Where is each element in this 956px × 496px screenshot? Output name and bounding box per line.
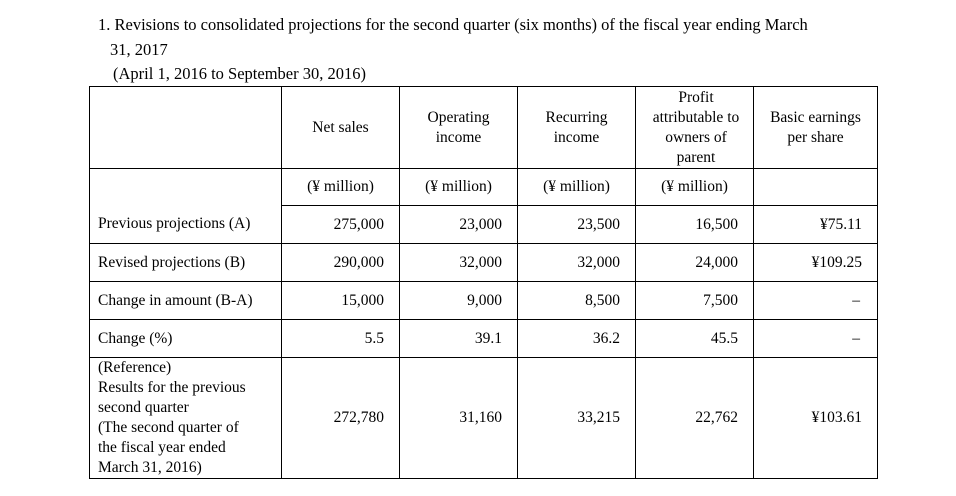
table-row [90, 206, 878, 244]
cell-value: 32,000 [518, 244, 636, 282]
cell-value: ¥75.11 [754, 206, 878, 244]
row-label-revised: Revised projections (B) [90, 244, 282, 282]
unit-basic-eps [754, 169, 878, 206]
table-row [90, 358, 878, 479]
reference-line: March 31, 2016) [98, 459, 202, 476]
cell-value [754, 282, 878, 320]
col-header-basic-eps [754, 87, 878, 169]
unit-net-sales: (¥ million) [282, 169, 400, 206]
cell-value: 24,000 [636, 244, 754, 282]
cell-value: 16,500 [636, 206, 754, 244]
cell-value: 32,000 [400, 244, 518, 282]
cell-value: 39.1 [400, 320, 518, 358]
row-label-change-amount: Change in amount (B-A) [90, 282, 282, 320]
col-header-net-sales: Net sales [282, 87, 400, 169]
header-blank-cell [90, 87, 282, 169]
period-text: (April 1, 2016 to September 30, 2016) [113, 64, 366, 83]
table-row [90, 244, 878, 282]
cell-value: 8,500 [518, 282, 636, 320]
heading-line-2: 31, 2017 [110, 40, 168, 59]
cell-value: 33,215 [518, 358, 636, 479]
cell-value: 7,500 [636, 282, 754, 320]
heading-line-1: 1. Revisions to consolidated projections for the second quarter (six months) of the fiscal year ending March [98, 15, 808, 34]
cell-value: 15,000 [282, 282, 400, 320]
unit-profit-attributable: (¥ million) [636, 169, 754, 206]
row-label-previous: Previous projections (A) [90, 206, 282, 244]
cell-value: 290,000 [282, 244, 400, 282]
col-header-profit-attributable [636, 87, 754, 169]
units-row [90, 169, 878, 206]
unit-recurring-income: (¥ million) [518, 169, 636, 206]
reference-line: Results for the previous [98, 379, 246, 396]
cell-value: ¥103.61 [754, 358, 878, 479]
cell-value: 272,780 [282, 358, 400, 479]
cell-value: 5.5 [282, 320, 400, 358]
units-blank-cell [90, 169, 282, 206]
cell-value: 45.5 [636, 320, 754, 358]
col-header-profit-attributable-text: Profit attributable to owners of parent [652, 88, 740, 166]
col-header-operating-income-text: Operating income [427, 108, 490, 146]
col-header-recurring-income [518, 87, 636, 169]
cell-value: 275,000 [282, 206, 400, 244]
unit-operating-income: (¥ million) [400, 169, 518, 206]
header-row [90, 87, 878, 169]
table-row [90, 320, 878, 358]
dash-mark: – [852, 329, 860, 347]
cell-value: 23,000 [400, 206, 518, 244]
cell-value: 9,000 [400, 282, 518, 320]
dash-mark: – [852, 291, 860, 309]
reference-line: (Reference) [98, 359, 172, 376]
col-header-operating-income [400, 87, 518, 169]
section-heading [98, 12, 898, 62]
cell-value: ¥109.25 [754, 244, 878, 282]
cell-value: 22,762 [636, 358, 754, 479]
cell-value: 36.2 [518, 320, 636, 358]
cell-value: 23,500 [518, 206, 636, 244]
cell-value: 31,160 [400, 358, 518, 479]
table-row [90, 282, 878, 320]
col-header-recurring-income-text: Recurring income [545, 108, 608, 146]
projections-table [89, 86, 878, 479]
reference-line: the fiscal year ended [98, 439, 226, 456]
reference-line: (The second quarter of [98, 419, 239, 436]
row-label-reference [90, 358, 282, 479]
col-header-basic-eps-text: Basic earnings per share [770, 108, 861, 146]
reference-line: second quarter [98, 399, 189, 416]
cell-value [754, 320, 878, 358]
row-label-change-percent: Change (%) [90, 320, 282, 358]
